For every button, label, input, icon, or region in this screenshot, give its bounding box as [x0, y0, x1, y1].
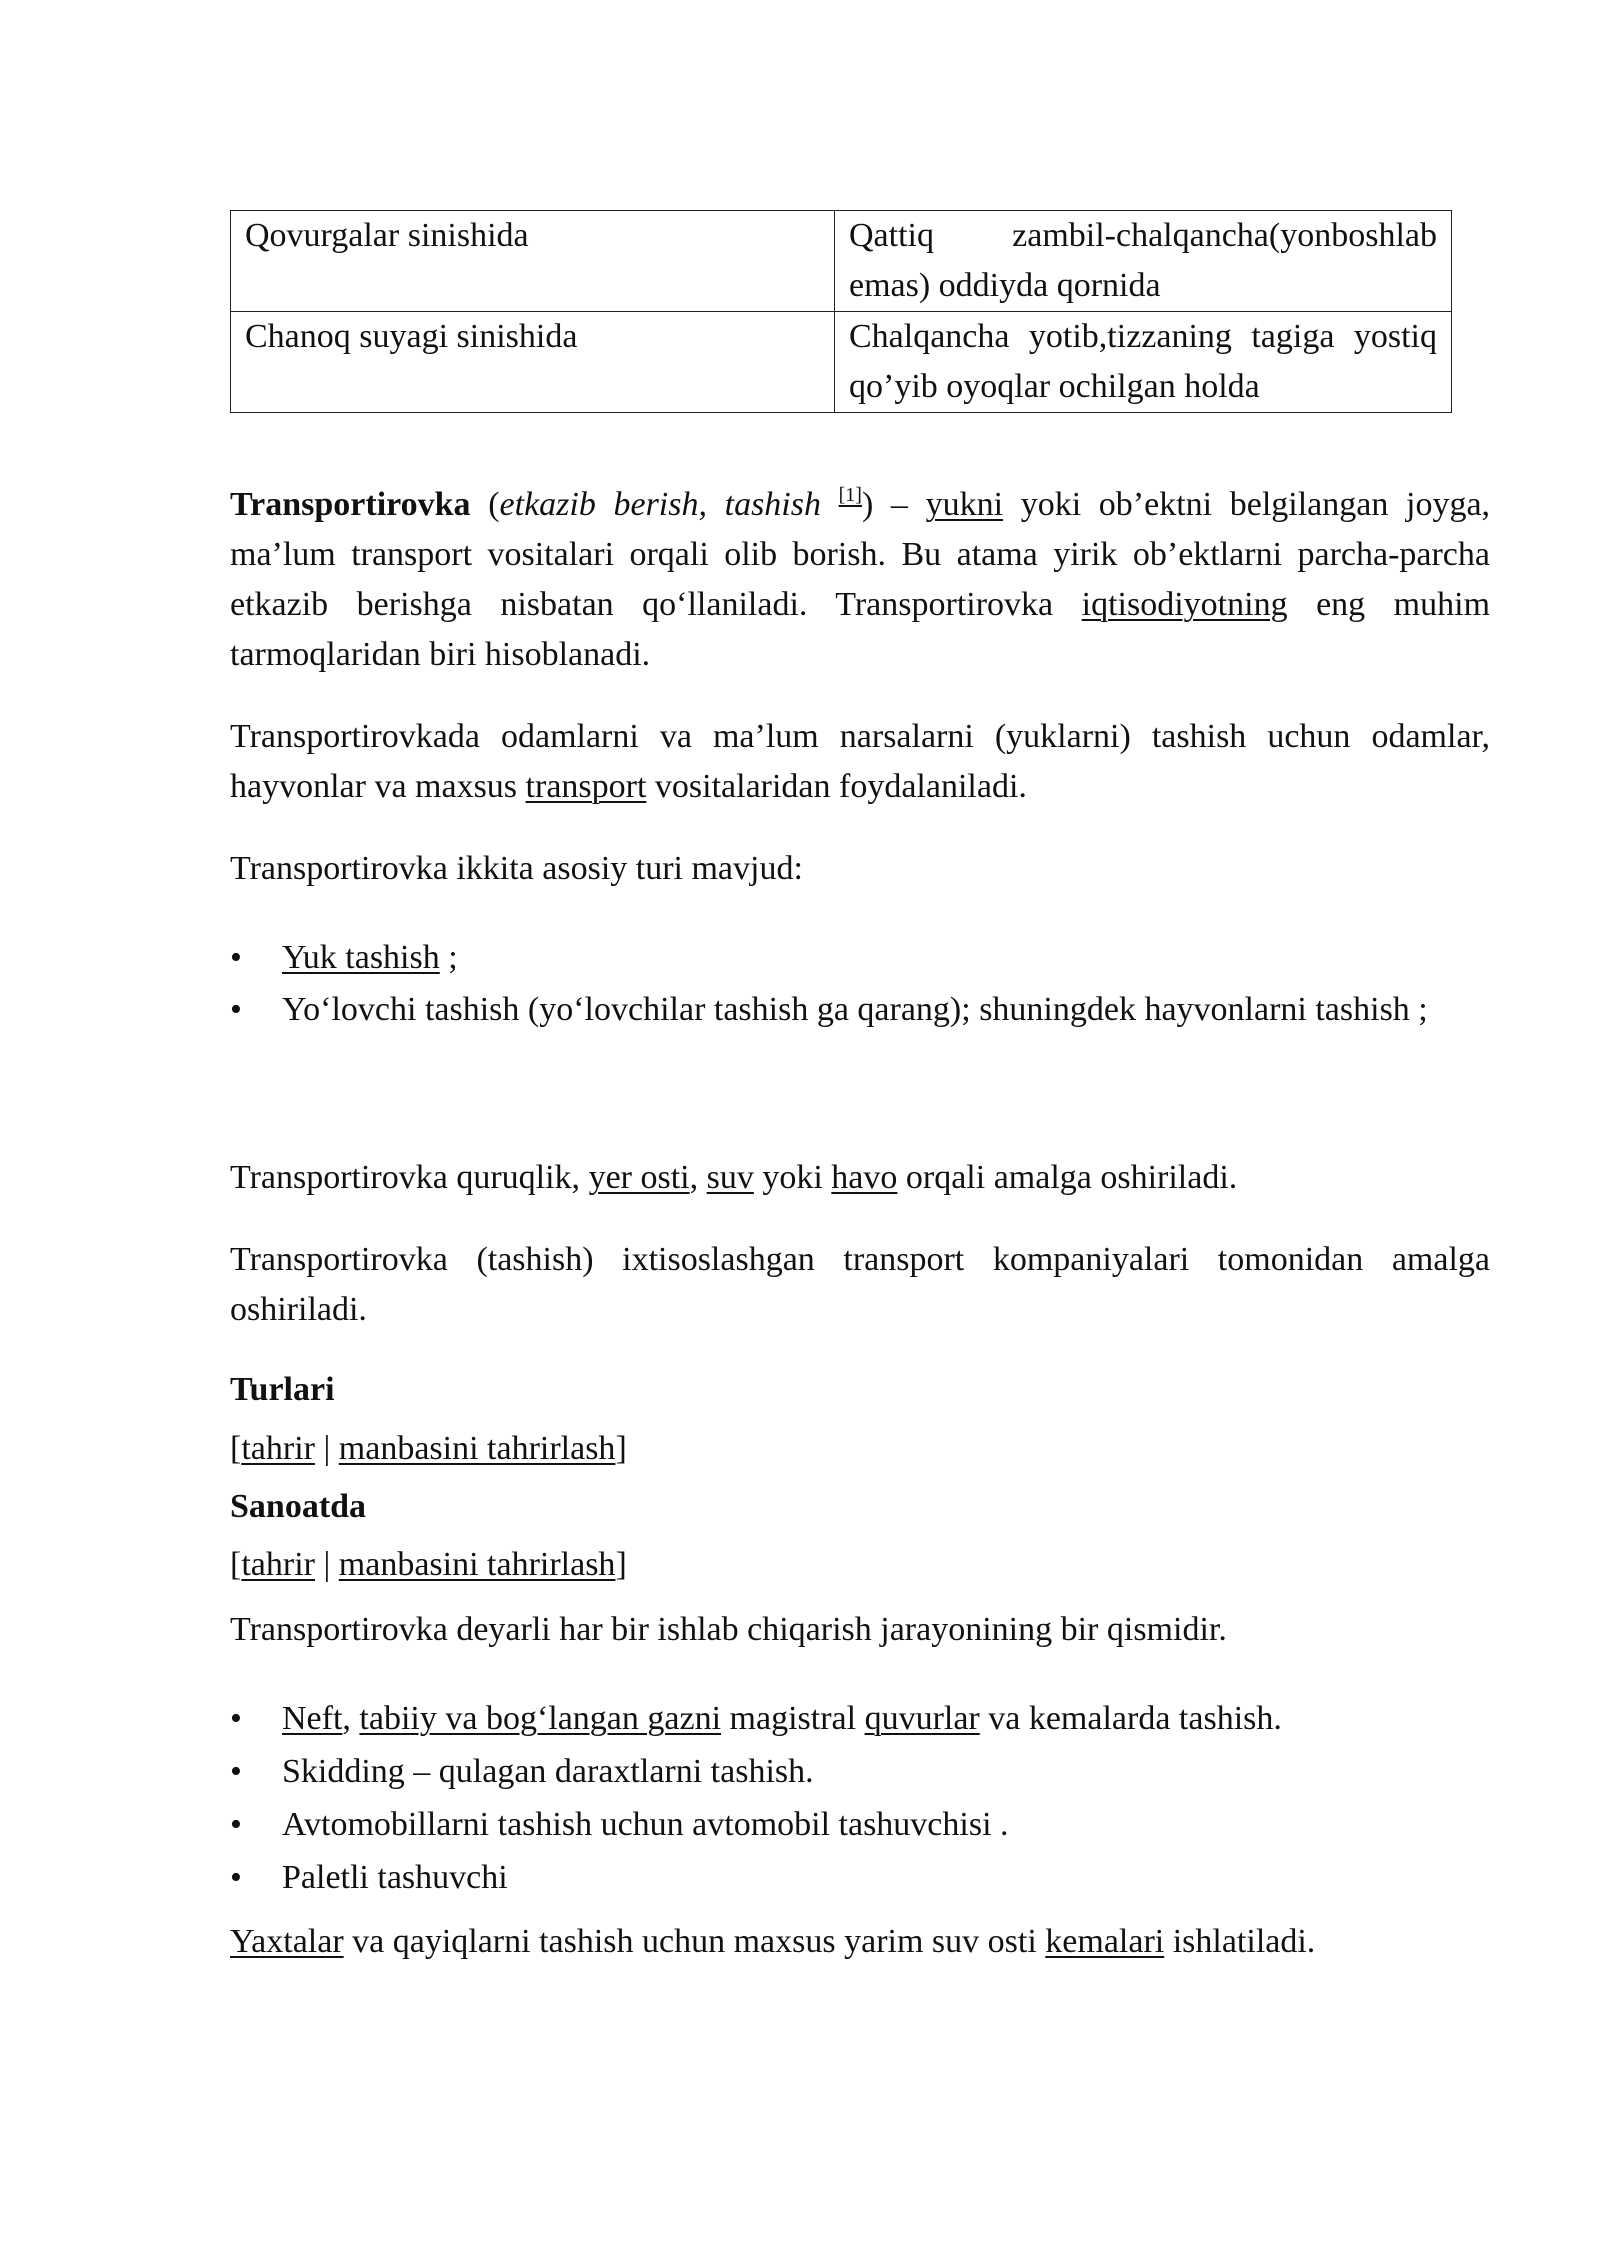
heading-turlari: Turlari: [230, 1371, 335, 1408]
paragraph-modes: [230, 1153, 1490, 1203]
link-yukni[interactable]: yukni: [925, 486, 1004, 523]
list-item: • Skidding – qulagan daraxtlarni tashish.: [230, 1745, 1490, 1798]
link-manbasini-tahrirlash[interactable]: manbasini tahrirlash: [338, 1546, 616, 1583]
table-cell-position: Qattiq zambil-chalqancha(yonboshlab emas) oddiyda qornida: [835, 211, 1452, 312]
table-cell-position: Chalqancha yotib,tizzaning tagiga yostiq qo’yib oyoqlar ochilgan holda: [835, 312, 1452, 413]
paragraph-industry: Transportirovka deyarli har bir ishlab chiqarish jarayonining bir qismidir.: [230, 1611, 1227, 1648]
link-suv[interactable]: suv: [706, 1159, 754, 1196]
intro-text-2: eng muhim tarmoqlaridan biri hisoblanadi.: [230, 586, 1491, 673]
paren-open: (: [488, 486, 500, 523]
list-item: • Avtomobillarni tashish uchun avtomobil tashuvchisi .: [230, 1798, 1490, 1851]
link-quvurlar[interactable]: quvurlar: [864, 1700, 980, 1737]
link-yuk-tashish[interactable]: Yuk tashish: [282, 939, 440, 976]
bracket-close: ]: [615, 1546, 627, 1583]
para2-text-2: vositalaridan foydalaniladi.: [654, 768, 1027, 805]
list-item-text: magistral: [729, 1700, 857, 1737]
reference-link[interactable]: [1]: [838, 484, 862, 506]
para7-text: ishlatiladi.: [1172, 1923, 1316, 1960]
para4-text: Transportirovka quruqlik,: [230, 1159, 581, 1196]
link-havo[interactable]: havo: [831, 1159, 898, 1196]
link-tabiiy-gaz[interactable]: tabiiy va bog‘langan gazni: [359, 1700, 722, 1737]
edit-links-turlari: [230, 1424, 1490, 1474]
table-row: [231, 211, 1452, 312]
synonyms-italic: etkazib berish, tashish: [499, 486, 821, 523]
link-yaxtalar[interactable]: Yaxtalar: [230, 1923, 344, 1960]
list-item-text: ,: [342, 1700, 351, 1737]
para4-comma: ,: [689, 1159, 699, 1196]
table-cell-injury: Chanoq suyagi sinishida: [231, 312, 835, 413]
list-item: • Paletli tashuvchi: [230, 1851, 1490, 1904]
para4-text: yoki: [762, 1159, 823, 1196]
link-tahrir[interactable]: tahrir: [241, 1546, 315, 1583]
transport-position-table: [230, 210, 1452, 413]
para4-text: orqali amalga oshiriladi.: [905, 1159, 1238, 1196]
term-bold: Transportirovka: [230, 486, 471, 523]
para2-text-1: Transportirovkada odamlarni va ma’lum narsalarni (yuklarni) tashish uchun odamlar, hayvonlar va maxsus: [230, 718, 1490, 805]
heading-sanoatda: Sanoatda: [230, 1488, 367, 1525]
bracket-open: [: [230, 1546, 242, 1583]
link-iqtisodiyotning[interactable]: iqtisodiyotning: [1081, 586, 1288, 623]
table-row: [231, 312, 1452, 413]
list-item: [230, 931, 1490, 984]
separator: |: [323, 1546, 331, 1583]
industry-list: [230, 1692, 1490, 1904]
paren-close-dash: ) –: [861, 486, 908, 523]
bracket-close: ]: [615, 1430, 627, 1467]
link-transport[interactable]: transport: [525, 768, 647, 805]
link-yer-osti[interactable]: yer osti: [588, 1159, 690, 1196]
list-item-text: ;: [448, 939, 458, 976]
paragraph-transport-means: [230, 712, 1490, 812]
edit-links-sanoatda: [230, 1540, 1490, 1590]
paragraph-yachts: [230, 1917, 1490, 1967]
types-list: [230, 931, 1490, 1035]
intro-paragraph: [230, 480, 1490, 680]
list-item-text: va kemalarda tashish.: [988, 1700, 1282, 1737]
list-item: [230, 1692, 1490, 1745]
link-kemalari[interactable]: kemalari: [1045, 1923, 1165, 1960]
paragraph-companies: Transportirovka (tashish) ixtisoslashgan transport kompaniyalari tomonidan amalga oshiriladi.: [230, 1241, 1490, 1328]
link-neft[interactable]: Neft: [282, 1700, 343, 1737]
para7-text: va qayiqlarni tashish uchun maxsus yarim suv osti: [352, 1923, 1037, 1960]
paragraph-types-intro: Transportirovka ikkita asosiy turi mavjud:: [230, 850, 803, 887]
table-cell-injury: Qovurgalar sinishida: [231, 211, 835, 312]
bracket-open: [: [230, 1430, 242, 1467]
separator: |: [323, 1430, 331, 1467]
link-tahrir[interactable]: tahrir: [241, 1430, 315, 1467]
list-item: • Yo‘lovchi tashish (yo‘lovchilar tashish ga qarang); shuningdek hayvonlarni tashish ;: [230, 984, 1490, 1035]
link-manbasini-tahrirlash[interactable]: manbasini tahrirlash: [338, 1430, 616, 1467]
intro-text-1: yoki ob’ektni belgilangan joyga, ma’lum transport vositalari orqali olib borish. Bu atama yirik ob’ektlarni parcha-parcha etkazib berishga nisbatan qo‘llaniladi. Transportirovka: [230, 486, 1491, 623]
